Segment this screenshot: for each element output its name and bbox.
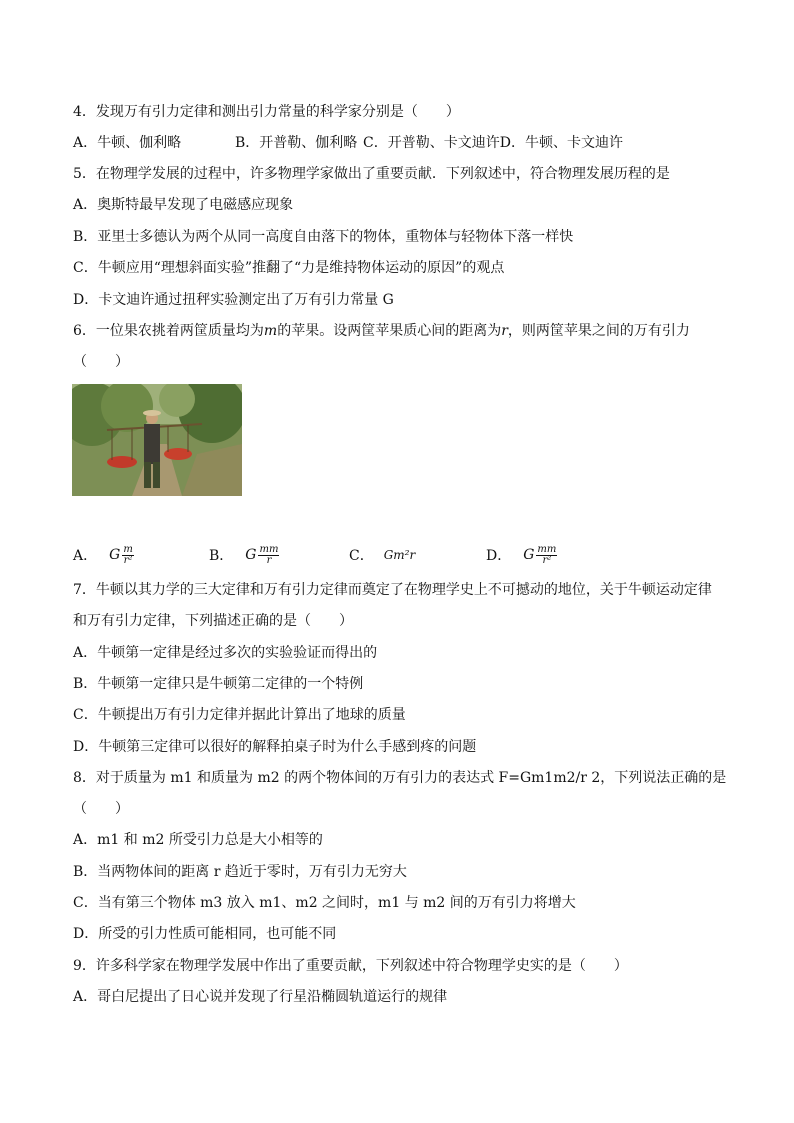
q4-option-d: D．牛顿、卡文迪许 xyxy=(499,135,623,151)
q4-option-c: C．开普勒、卡文迪许 xyxy=(363,135,500,151)
q7-option-c: C．牛顿提出万有引力定律并据此计算出了地球的质量 xyxy=(73,707,406,723)
var-r: r xyxy=(501,323,508,339)
q4-option-a: A．牛顿、伽利略 xyxy=(73,135,182,151)
q6-option-b: B． G $\frac{mm}{r}$ xyxy=(209,543,279,566)
q4-stem: 4．发现万有引力定律和测出引力常量的科学家分别是（ ） xyxy=(73,104,460,120)
fraction: $\frac{m}{\text{r²}}$ xyxy=(123,543,133,566)
q7-stem-line-2: 和万有引力定律，下列描述正确的是（ ） xyxy=(73,613,353,629)
q5-option-b: B．亚里士多德认为两个从同一高度自由落下的物体，重物体与轻物体下落一样快 xyxy=(73,229,574,245)
q6-option-c: C． Gm²r xyxy=(349,548,416,564)
q8-option-c: C．当有第三个物体 m3 放入 m1、m2 之间时，m1 与 m2 间的万有引力将增大 xyxy=(73,895,576,911)
q9-option-a: A．哥白尼提出了日心说并发现了行星沿椭圆轨道运行的规律 xyxy=(73,989,448,1005)
q5-option-d: D．卡文迪许通过扭秤实验测定出了万有引力常量 G xyxy=(73,292,394,308)
q7-option-a: A．牛顿第一定律是经过多次的实验验证而得出的 xyxy=(73,645,378,661)
q8-option-b: B．当两物体间的距离 r 趋近于零时，万有引力无穷大 xyxy=(73,864,407,880)
fraction: $\frac{mm}{\text{r²}}$ xyxy=(537,543,557,566)
q5-option-a: A．奥斯特最早发现了电磁感应现象 xyxy=(73,197,294,213)
q7-stem-line-1: 7．牛顿以其力学的三大定律和万有引力定律而奠定了在物理学史上不可撼动的地位，关于牛顿运动定律 xyxy=(73,582,712,598)
q5-option-c: C．牛顿应用“理想斜面实验”推翻了“力是维持物体运动的原因”的观点 xyxy=(73,260,505,276)
q8-stem-line-2: （ ） xyxy=(73,801,129,817)
q4-options xyxy=(73,133,734,153)
q6-paren: （ ） xyxy=(73,354,129,370)
q8-option-d: D．所受的引力性质可能相同，也可能不同 xyxy=(73,926,337,942)
q8-stem-line-1: 8．对于质量为 m1 和质量为 m2 的两个物体间的万有引力的表达式 F=Gm1m2/r 2，下列说法正确的是 xyxy=(73,770,727,786)
farmer-photo xyxy=(72,384,242,496)
q6-option-a: A． G $\frac{m}{\text{r²}}$ xyxy=(73,543,133,566)
q6-options xyxy=(73,541,734,569)
q9-stem: 9．许多科学家在物理学发展中作出了重要贡献，下列叙述中符合物理学史实的是（ ） xyxy=(73,958,628,974)
q7-option-b: B．牛顿第一定律只是牛顿第二定律的一个特例 xyxy=(73,676,364,692)
q8-option-a: A．m1 和 m2 所受引力总是大小相等的 xyxy=(73,832,323,848)
var-m: m xyxy=(263,323,278,339)
q6-stem: 6．一位果农挑着两筐质量均为m的苹果。设两筐苹果质心间的距离为r，则两筐苹果之间的万有引力 xyxy=(73,323,690,339)
q4-option-b: B．开普勒、伽利略 xyxy=(235,135,358,151)
q7-option-d: D．牛顿第三定律可以很好的解释拍桌子时为什么手感到疼的问题 xyxy=(73,739,477,755)
q6-option-d: D． G $\frac{mm}{\text{r²}}$ xyxy=(486,543,557,566)
fraction: $\frac{mm}{r}$ xyxy=(259,543,279,566)
q5-stem: 5．在物理学发展的过程中，许多物理学家做出了重要贡献．下列叙述中，符合物理发展历程的是 xyxy=(73,166,670,182)
